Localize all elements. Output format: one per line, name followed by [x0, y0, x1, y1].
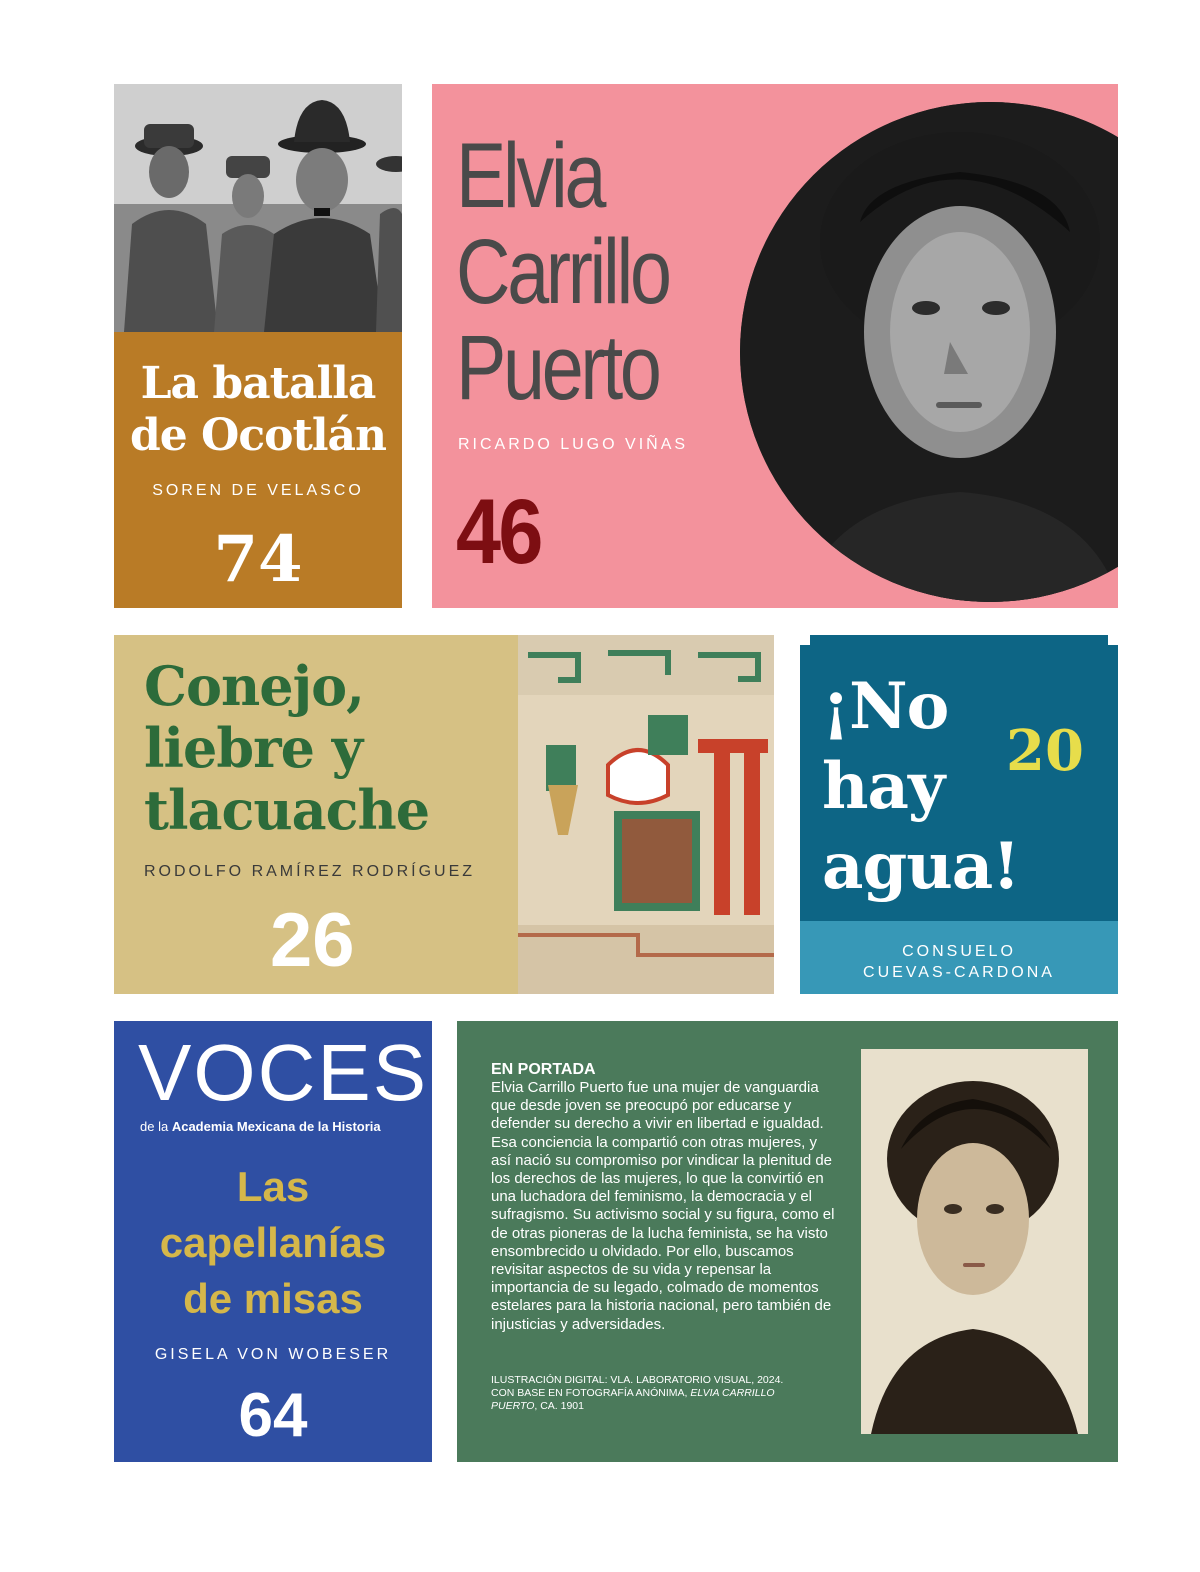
- article-card-elvia[interactable]: [432, 84, 1118, 608]
- article-card-conejo[interactable]: [114, 635, 774, 994]
- illustration-credit: ILUSTRACIÓN DIGITAL: VLA. LABORATORIO VISUAL, 2024. CON BASE EN FOTOGRAFÍA ANÓNIMA, ELVIA CARRILLO PUERTO, CA. 1901: [491, 1374, 784, 1412]
- corner-notch: [800, 635, 810, 645]
- article-author: SOREN DE VELASCO: [152, 482, 364, 499]
- article-author: CUEVAS-CARDONA: [863, 964, 1055, 981]
- cover-description-text: Elvia Carrillo Puerto fue una mujer de vanguardia que desde joven se preocupó por educarse y defender su derecho a vivir en libertad e igualdad. Esa conciencia la compartió con otras mujeres, y así nació su compromiso por vindicar la plenitud de los derechos de las mujeres, lo que la convirtió en una luchadora del feminismo, la democracia y el sufragismo. Su activismo social y su figura, como el de otras pioneras de la lucha feminista, se ha visto ensombrecido u olvidado. Por ello, buscamos revisitar aspectos de su vida y repensar la importancia de su legado, colmado de momentos estelares para la historia nacional, pero también de injusticias y adversidades.: [491, 1079, 835, 1333]
- voces-logo: VOCES: [138, 1028, 429, 1117]
- article-title: ¡No hay agua!: [822, 669, 1020, 904]
- article-author: GISELA VON WOBESER: [154, 1346, 392, 1363]
- page-number: 64: [238, 1381, 308, 1450]
- article-card-capellanias[interactable]: [114, 1021, 432, 1462]
- cover-description: [457, 1021, 1118, 1462]
- article-title: La batalla de Ocotlán: [129, 358, 387, 461]
- historical-soldiers-photo: [114, 84, 402, 332]
- cover-portrait-photo: [861, 1049, 1088, 1434]
- page-number: 26: [270, 898, 355, 983]
- voces-subtitle: de la Academia Mexicana de la Historia: [140, 1119, 381, 1134]
- article-title: Las capellanías de misas: [159, 1163, 387, 1322]
- section-label: EN PORTADA: [491, 1061, 596, 1078]
- article-author: CONSUELO: [902, 943, 1016, 960]
- article-author: RICARDO LUGO VIÑAS: [458, 436, 689, 453]
- page-number: 46: [456, 481, 541, 583]
- portrait-photo-circle: [740, 102, 1118, 602]
- article-title: Elvia Carrillo Puerto: [456, 125, 669, 419]
- page-number: 74: [213, 522, 303, 597]
- article-card-ocotlan[interactable]: [114, 84, 402, 608]
- author-band: [800, 921, 1118, 994]
- corner-notch: [1108, 635, 1118, 645]
- codex-illustration: [518, 635, 774, 994]
- article-card-agua[interactable]: [800, 635, 1118, 994]
- article-author: RODOLFO RAMÍREZ RODRÍGUEZ: [144, 863, 476, 880]
- page-number: 20: [1006, 718, 1084, 784]
- article-title: Conejo, liebre y tlacuache: [144, 654, 430, 842]
